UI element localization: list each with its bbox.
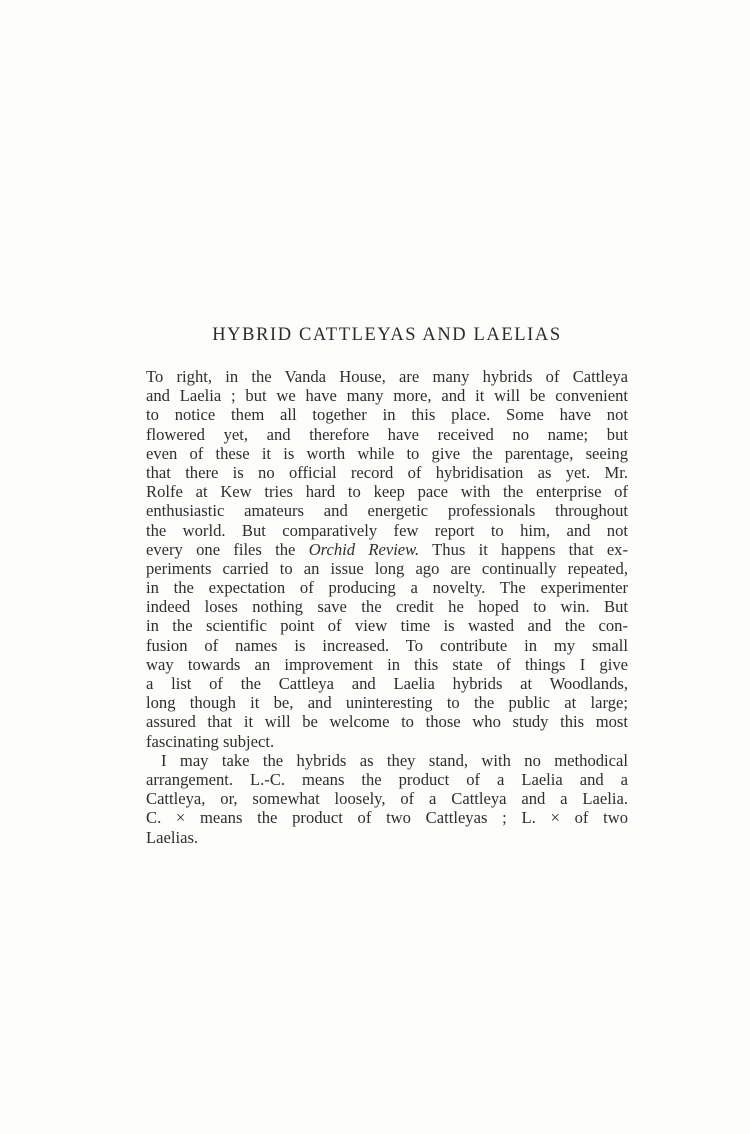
text-line: Laelias. xyxy=(146,827,199,847)
text-line: assured that it will be welcome to those who study this most xyxy=(146,712,628,732)
text-line: the world. But comparatively few report to him, and not xyxy=(146,520,628,540)
text-line: a list of the Cattleya and Laelia hybrids at Woodlands, xyxy=(146,674,628,693)
text-line: in the scientific point of view time is wasted and the con- xyxy=(146,616,628,636)
text-line: Cattleya, or, somewhat loosely, of a Cattleya and a Laelia. xyxy=(146,789,628,809)
text-line: to notice them all together in this place. Some have not xyxy=(146,405,628,425)
text-line: that there is no official record of hybridisation as yet. Mr. xyxy=(146,462,628,482)
text-line: way towards an improvement in this state of things I give xyxy=(146,654,628,674)
text-line: enthusiastic amateurs and energetic professionals throughout xyxy=(146,501,628,521)
italic-title: Orchid Review. xyxy=(308,539,420,559)
text-line xyxy=(146,540,628,559)
text-line: Rolfe at Kew tries hard to keep pace with the enterprise of xyxy=(146,482,628,502)
text-line: To right, in the Vanda House, are many hybrids of Cattleya xyxy=(146,367,628,386)
text-line: indeed loses nothing save the credit he hoped to win. But xyxy=(146,597,628,617)
text-line: long though it be, and uninteresting to the public at large; xyxy=(146,693,628,713)
text-line: in the expectation of producing a novelty. The experimenter xyxy=(146,578,628,598)
text-segment: Thus it happens that ex- xyxy=(432,539,629,559)
body-text xyxy=(146,367,628,847)
page-title: HYBRID CATTLEYAS AND LAELIAS xyxy=(212,325,562,345)
text-line: fusion of names is increased. To contribute in my small xyxy=(146,635,628,655)
text-line: C. × means the product of two Cattleyas ; L. × of two xyxy=(146,808,628,828)
text-line: fascinating subject. xyxy=(146,731,275,751)
text-line: even of these it is worth while to give the parentage, seeing xyxy=(146,443,628,463)
text-line: flowered yet, and therefore have received no name; but xyxy=(146,424,628,444)
text-line: arrangement. L.-C. means the product of a Laelia and a xyxy=(146,769,628,789)
text-line: periments carried to an issue long ago are continually repeated, xyxy=(146,558,628,578)
text-line: and Laelia ; but we have many more, and it will be convenient xyxy=(146,386,628,406)
text-line: I may take the hybrids as they stand, with no methodical xyxy=(161,750,628,770)
text-segment: every one files the xyxy=(146,539,296,559)
